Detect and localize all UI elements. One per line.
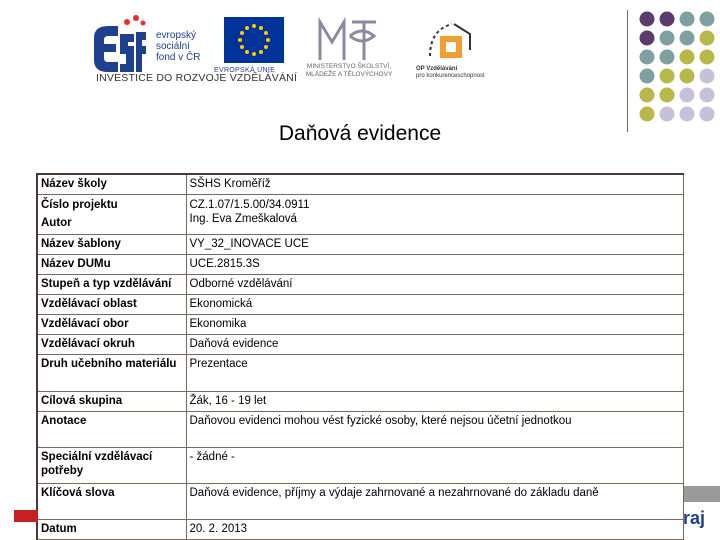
- row-value: Prezentace: [186, 354, 684, 391]
- decorative-dot: [640, 12, 655, 27]
- eu-flag-icon: [224, 17, 284, 63]
- eu-caption: EVROPSKÁ UNIE: [214, 67, 276, 74]
- table-row: [37, 234, 684, 254]
- decorative-dot: [640, 50, 655, 65]
- msmt-caption: [284, 63, 414, 79]
- decorative-dots: [636, 10, 720, 130]
- row-key-project-number: Číslo projektu: [41, 198, 118, 211]
- esf-caption-line-3: fond v ČR: [156, 52, 201, 63]
- row-value: Žák, 16 - 19 let: [186, 391, 684, 411]
- row-value: Daňová evidence, příjmy a výdaje zahrnované a nezahrnované do základu daně: [186, 483, 684, 519]
- row-value: Daňová evidence: [186, 334, 684, 354]
- table-row: [37, 294, 684, 314]
- esf-caption-line-1: evropský: [156, 30, 197, 41]
- decorative-dot: [680, 50, 695, 65]
- row-value: [186, 194, 684, 234]
- decorative-dot: [700, 50, 715, 65]
- decorative-dot: [640, 69, 655, 84]
- msmt-logo-icon: [314, 16, 384, 64]
- row-key: Název školy: [37, 174, 186, 194]
- row-value: Daňovou evidenci mohou vést fyzické osoby, které nejsou účetní jednotkou: [186, 411, 684, 447]
- table-row: [37, 274, 684, 294]
- decorative-dot: [640, 31, 655, 46]
- table-row: [37, 519, 684, 539]
- row-value: SŠHS Kroměříž: [186, 174, 684, 194]
- msmt-caption-line-1: MINISTERSTVO ŠKOLSTVÍ,: [306, 63, 392, 70]
- op-caption-line-1: OP Vzdělávání: [416, 66, 458, 72]
- row-value: - žádné -: [186, 447, 684, 483]
- op-logo-icon: [424, 16, 480, 68]
- decorative-dot: [660, 31, 675, 46]
- info-table: [36, 173, 684, 540]
- decorative-dot: [700, 69, 715, 84]
- table-row: [37, 483, 684, 519]
- esf-logo-icon: [90, 14, 148, 76]
- decorative-dot: [680, 69, 695, 84]
- row-key: Speciální vzdělávací potřeby: [37, 447, 186, 483]
- footer-left-accent: [14, 510, 38, 522]
- decorative-dot: [660, 50, 675, 65]
- row-key: Cílová skupina: [37, 391, 186, 411]
- decorative-dot: [680, 31, 695, 46]
- table-row: [37, 254, 684, 274]
- esf-caption-line-2: sociální: [156, 41, 190, 52]
- row-value: UCE.2815.3S: [186, 254, 684, 274]
- decorative-dot: [700, 107, 715, 122]
- page-title: Daňová evidence: [278, 122, 442, 145]
- row-key: Název šablony: [37, 234, 186, 254]
- table-row: [37, 194, 684, 234]
- decorative-dot: [680, 88, 695, 103]
- decorative-dot: [700, 12, 715, 27]
- decorative-dot: [680, 12, 695, 27]
- decorative-dot: [660, 88, 675, 103]
- row-value: Odborné vzdělávání: [186, 274, 684, 294]
- decorative-dot: [660, 107, 675, 122]
- esf-caption: [156, 30, 200, 63]
- row-value: Ekonomická: [186, 294, 684, 314]
- footer-right-accent: [684, 486, 720, 502]
- row-key: Druh učebního materiálu: [37, 354, 186, 391]
- row-value-author: Ing. Eva Zmeškalová: [189, 212, 297, 225]
- decorative-dot: [640, 88, 655, 103]
- table-row: [37, 354, 684, 391]
- row-key: Název DUMu: [37, 254, 186, 274]
- decorative-dot: [660, 12, 675, 27]
- row-key: Vzdělávací obor: [37, 314, 186, 334]
- header-divider: [627, 10, 628, 132]
- decorative-dot: [660, 69, 675, 84]
- row-key-author: Autor: [41, 216, 72, 229]
- row-value: 20. 2. 2013: [186, 519, 684, 539]
- footer-right-text: raj: [683, 508, 706, 528]
- table-row: [37, 334, 684, 354]
- row-key: Stupeň a typ vzdělávání: [37, 274, 186, 294]
- table-row: [37, 174, 684, 194]
- decorative-dot: [700, 31, 715, 46]
- row-key: Vzdělávací okruh: [37, 334, 186, 354]
- op-caption-line-2: pro konkurenceschopnost: [416, 73, 485, 79]
- decorative-dot: [640, 107, 655, 122]
- table-row: [37, 314, 684, 334]
- table-row: [37, 447, 684, 483]
- row-key: Klíčová slova: [37, 483, 186, 519]
- row-key: Vzdělávací oblast: [37, 294, 186, 314]
- decorative-dot: [700, 88, 715, 103]
- table-row: [37, 411, 684, 447]
- row-value: Ekonomika: [186, 314, 684, 334]
- row-key: Datum: [37, 519, 186, 539]
- row-key: Anotace: [37, 411, 186, 447]
- tagline: INVESTICE DO ROZVOJE VZDĚLÁVÁNÍ: [96, 72, 298, 84]
- decorative-dot: [680, 107, 695, 122]
- row-value: VY_32_INOVACE UCE: [186, 234, 684, 254]
- row-value-project-number: CZ.1.07/1.5.00/34.0911: [189, 198, 310, 211]
- row-key: [37, 194, 186, 234]
- table-row: [37, 391, 684, 411]
- header-logos: [86, 12, 506, 102]
- msmt-caption-line-2: MLÁDEŽE A TĚLOVÝCHOVY: [305, 71, 393, 78]
- op-caption: [416, 66, 485, 80]
